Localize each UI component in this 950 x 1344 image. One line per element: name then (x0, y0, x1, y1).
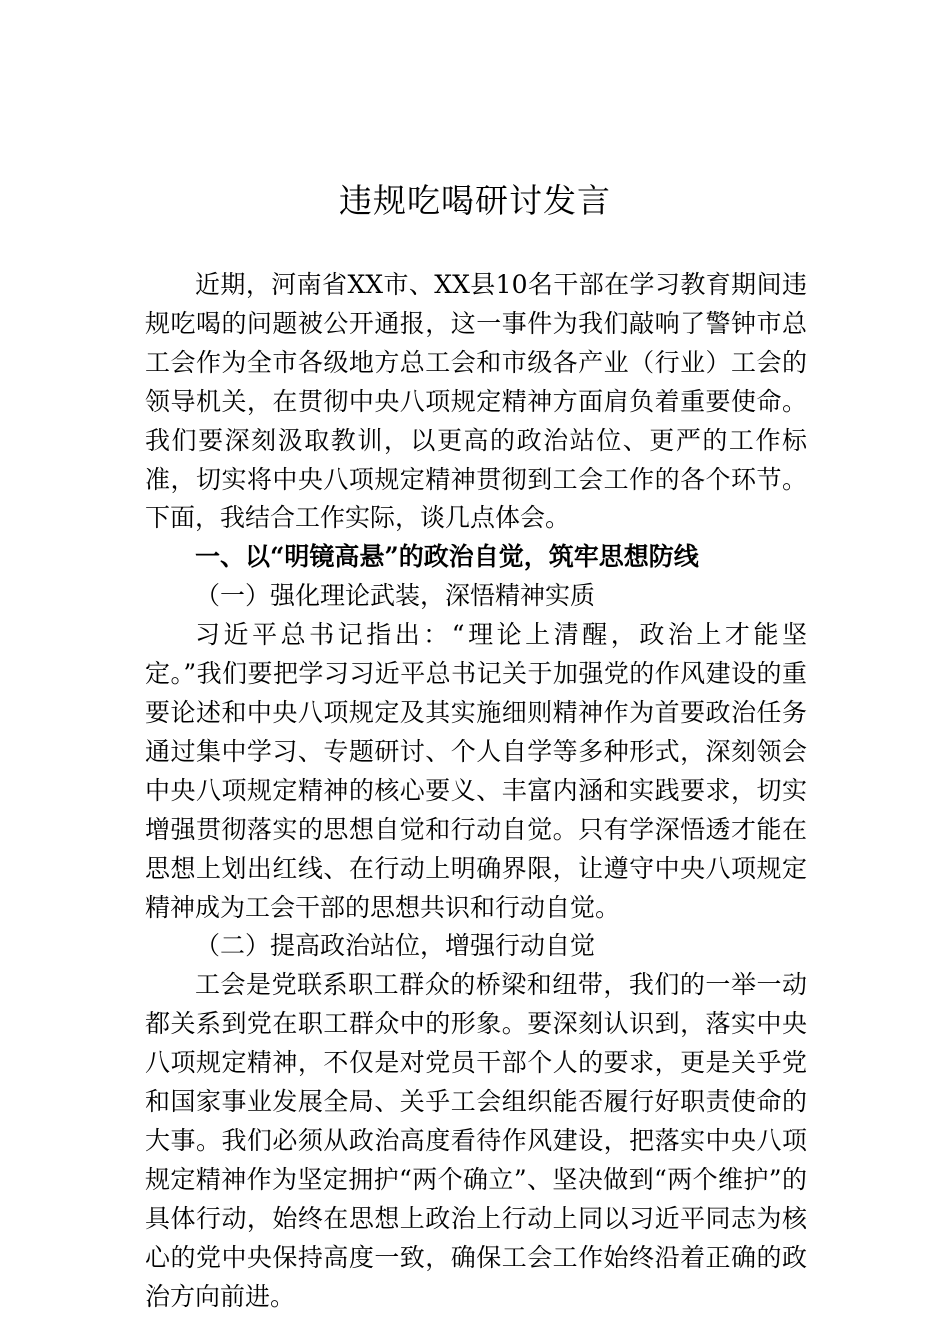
document-body (145, 266, 807, 1316)
intro-paragraph: 近期，河南省XX市、XX县10名干部在学习教育期间违规吃喝的问题被公开通报，这一事件为我们敲响了警钟市总工会作为全市各级地方总工会和市级各产业（行业）工会的领导机关，在贯彻中央八项规定精神方面肩负着重要使命。我们要深刻汲取教训，以更高的政治站位、更严的工作标准，切实将中央八项规定精神贯彻到工会工作的各个环节。下面，我结合工作实际，谈几点体会。 (145, 270, 807, 533)
subsection-heading-2: （二）提高政治站位，增强行动自觉 (195, 931, 596, 961)
subsection-heading-1: （一）强化理论武装，深悟精神实质 (195, 581, 596, 611)
body-paragraph-1: 习近平总书记指出：“理论上清醒，政治上才能坚定。”我们要把学习习近平总书记关于加强党的作风建设的重要论述和中央八项规定及其实施细则精神作为首要政治任务通过集中学习、专题研讨、个人自学等多种形式，深刻领会中央八项规定精神的核心要义、丰富内涵和实践要求，切实增强贯彻落实的思想自觉和行动自觉。只有学深悟透才能在思想上划出红线、在行动上明确界限，让遵守中央八项规定精神成为工会干部的思想共识和行动自觉。 (145, 620, 807, 922)
body-paragraph-2: 工会是党联系职工群众的桥梁和纽带，我们的一举一动都关系到党在职工群众中的形象。要深刻认识到，落实中央八项规定精神，不仅是对党员干部个人的要求，更是关乎党和国家事业发展全局、关乎工会组织能否履行好职责使命的大事。我们必须从政治高度看待作风建设，把落实中央八项规定精神作为坚定拥护“两个确立”、坚决做到“两个维护”的具体行动，始终在思想上政治上行动上同以习近平同志为核心的党中央保持高度一致，确保工会工作始终沿着正确的政治方向前进。 (145, 970, 807, 1311)
document-title: 违规吃喝研讨发言 (339, 181, 611, 220)
section-heading-1: 一、以“明镜高悬”的政治自觉，筑牢思想防线 (195, 542, 699, 572)
